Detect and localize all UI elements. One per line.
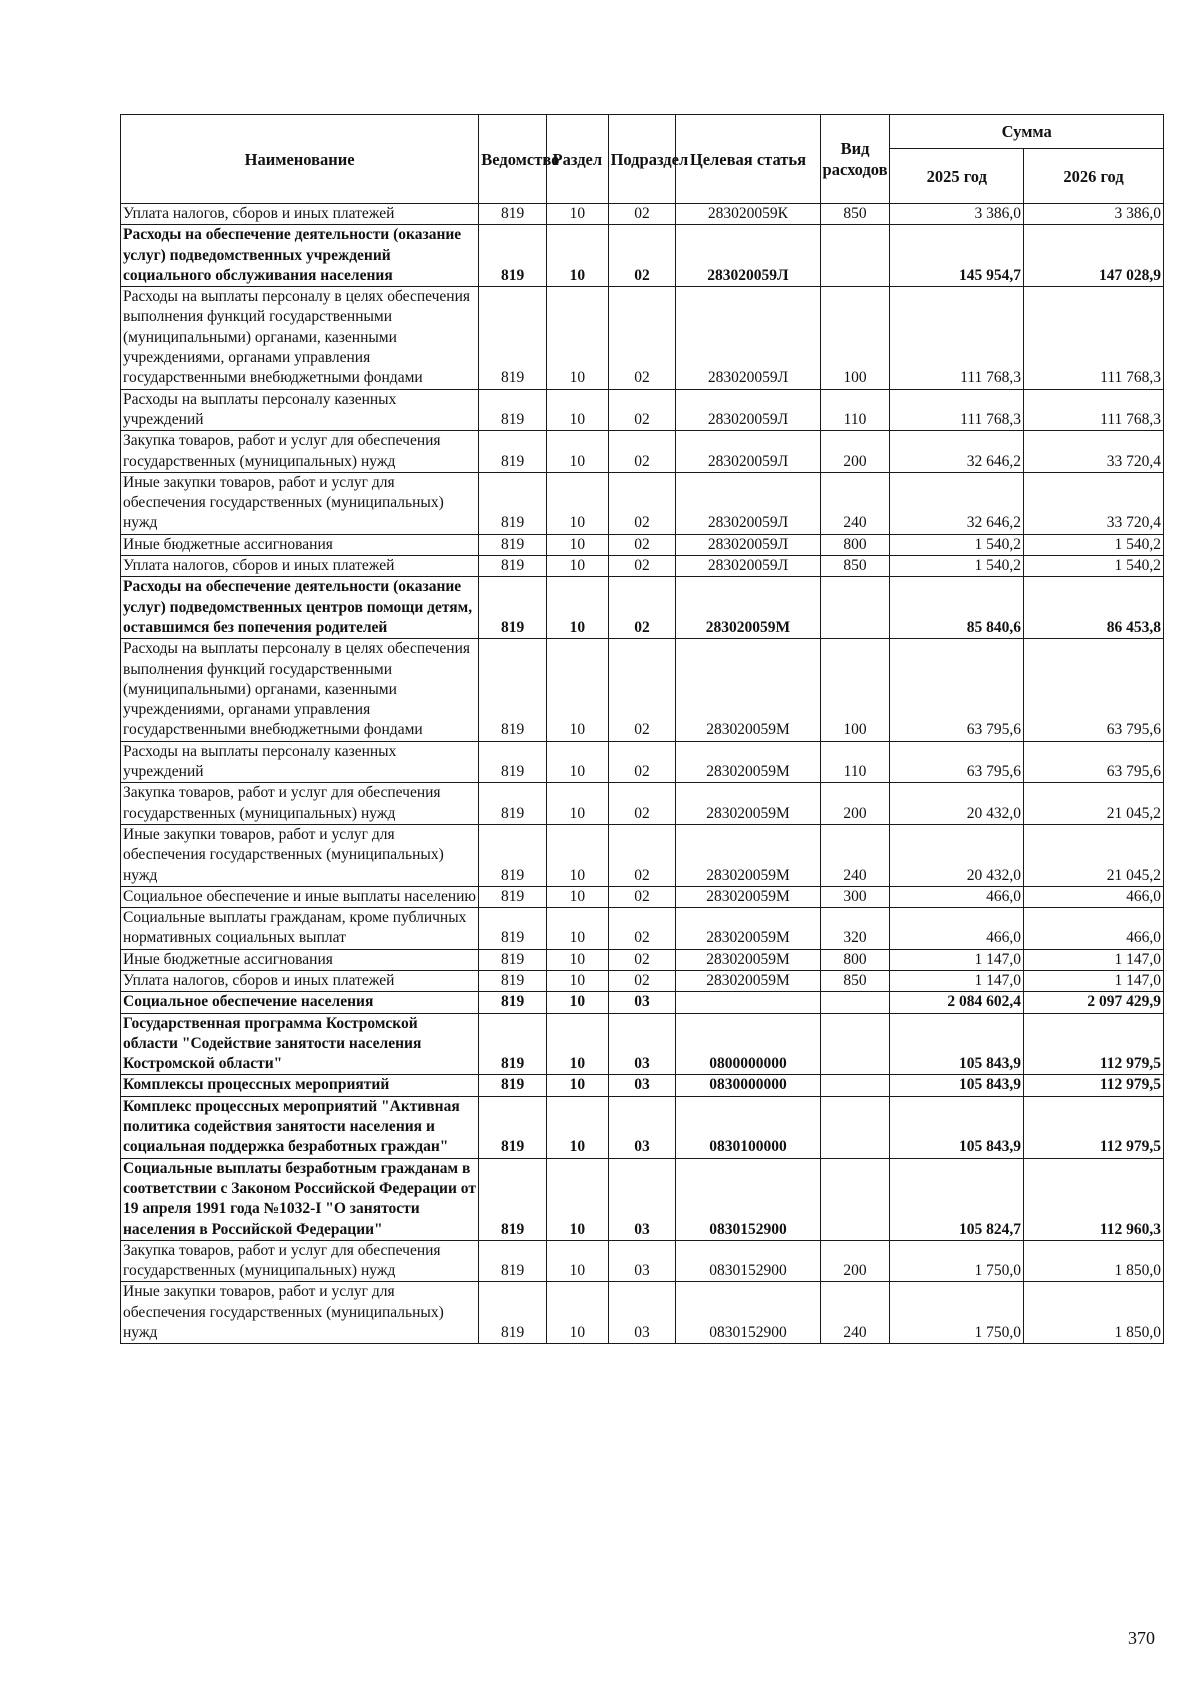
cell-vedomstvo: 819 bbox=[479, 783, 547, 825]
cell-sum-2026: 86 453,8 bbox=[1024, 577, 1164, 639]
cell-tselevaya-statya: 283020059М bbox=[676, 577, 820, 639]
cell-vedomstvo: 819 bbox=[479, 949, 547, 970]
budget-table bbox=[120, 114, 1164, 1344]
cell-vedomstvo: 819 bbox=[479, 1075, 547, 1096]
cell-razdel: 10 bbox=[547, 1158, 608, 1240]
cell-sum-2026: 1 850,0 bbox=[1024, 1240, 1164, 1282]
cell-tselevaya-statya: 283020059М bbox=[676, 783, 820, 825]
cell-sum-2025: 3 386,0 bbox=[890, 204, 1024, 225]
cell-razdel: 10 bbox=[547, 1096, 608, 1158]
cell-sum-2025: 2 084 602,4 bbox=[890, 992, 1024, 1013]
table-row bbox=[121, 639, 1164, 741]
cell-sum-2026: 466,0 bbox=[1024, 908, 1164, 950]
cell-vid-raskhodov: 800 bbox=[820, 949, 890, 970]
cell-podrazdel: 02 bbox=[608, 741, 676, 783]
cell-sum-2026: 111 768,3 bbox=[1024, 389, 1164, 431]
cell-sum-2025: 105 843,9 bbox=[890, 1075, 1024, 1096]
cell-razdel: 10 bbox=[547, 556, 608, 577]
cell-sum-2026: 112 960,3 bbox=[1024, 1158, 1164, 1240]
cell-name: Государственная программа Костромской области "Содействие занятости населения Костромской области" bbox=[121, 1013, 479, 1075]
cell-sum-2026: 33 720,4 bbox=[1024, 472, 1164, 534]
cell-vedomstvo: 819 bbox=[479, 577, 547, 639]
cell-name: Расходы на обеспечение деятельности (оказание услуг) подведомственных учреждений социального обслуживания населения bbox=[121, 225, 479, 287]
cell-tselevaya-statya: 283020059Л bbox=[676, 287, 820, 389]
cell-name: Уплата налогов, сборов и иных платежей bbox=[121, 970, 479, 991]
cell-vedomstvo: 819 bbox=[479, 886, 547, 907]
cell-vedomstvo: 819 bbox=[479, 1240, 547, 1282]
cell-tselevaya-statya: 283020059М bbox=[676, 908, 820, 950]
cell-name: Закупка товаров, работ и услуг для обеспечения государственных (муниципальных) нужд bbox=[121, 431, 479, 473]
cell-name: Расходы на выплаты персоналу в целях обеспечения выполнения функций государственными (муниципальными) органами, казенными учреждениями, органами управления государственными внебюджетными фондами bbox=[121, 639, 479, 741]
cell-podrazdel: 03 bbox=[608, 1096, 676, 1158]
cell-sum-2026: 33 720,4 bbox=[1024, 431, 1164, 473]
cell-sum-2026: 1 147,0 bbox=[1024, 949, 1164, 970]
table-row bbox=[121, 204, 1164, 225]
header-year-2025: 2025 год bbox=[890, 149, 1024, 204]
cell-name: Иные бюджетные ассигнования bbox=[121, 949, 479, 970]
cell-tselevaya-statya: 283020059Л bbox=[676, 431, 820, 473]
cell-tselevaya-statya: 0830000000 bbox=[676, 1075, 820, 1096]
table-row bbox=[121, 287, 1164, 389]
cell-vedomstvo: 819 bbox=[479, 824, 547, 886]
cell-sum-2025: 1 540,2 bbox=[890, 556, 1024, 577]
cell-vid-raskhodov: 240 bbox=[820, 472, 890, 534]
cell-vid-raskhodov: 110 bbox=[820, 741, 890, 783]
cell-name: Социальные выплаты гражданам, кроме публичных нормативных социальных выплат bbox=[121, 908, 479, 950]
cell-podrazdel: 02 bbox=[608, 389, 676, 431]
cell-podrazdel: 03 bbox=[608, 1240, 676, 1282]
cell-name: Иные бюджетные ассигнования bbox=[121, 534, 479, 555]
cell-vid-raskhodov: 300 bbox=[820, 886, 890, 907]
cell-name: Расходы на обеспечение деятельности (оказание услуг) подведомственных центров помощи детям, оставшимся без попечения родителей bbox=[121, 577, 479, 639]
cell-podrazdel: 02 bbox=[608, 970, 676, 991]
cell-vedomstvo: 819 bbox=[479, 908, 547, 950]
cell-vedomstvo: 819 bbox=[479, 225, 547, 287]
cell-sum-2026: 112 979,5 bbox=[1024, 1096, 1164, 1158]
cell-name: Закупка товаров, работ и услуг для обеспечения государственных (муниципальных) нужд bbox=[121, 783, 479, 825]
cell-sum-2026: 63 795,6 bbox=[1024, 741, 1164, 783]
cell-vid-raskhodov: 850 bbox=[820, 970, 890, 991]
cell-vid-raskhodov: 320 bbox=[820, 908, 890, 950]
cell-sum-2026: 112 979,5 bbox=[1024, 1075, 1164, 1096]
cell-sum-2026: 112 979,5 bbox=[1024, 1013, 1164, 1075]
cell-name: Иные закупки товаров, работ и услуг для обеспечения государственных (муниципальных) нужд bbox=[121, 824, 479, 886]
cell-podrazdel: 02 bbox=[608, 824, 676, 886]
cell-sum-2025: 145 954,7 bbox=[890, 225, 1024, 287]
cell-sum-2026: 1 850,0 bbox=[1024, 1282, 1164, 1344]
header-tselevaya-statya: Целевая статья bbox=[676, 115, 820, 204]
cell-tselevaya-statya: 283020059М bbox=[676, 970, 820, 991]
cell-name: Социальное обеспечение и иные выплаты населению bbox=[121, 886, 479, 907]
cell-tselevaya-statya: 283020059М bbox=[676, 949, 820, 970]
cell-sum-2026: 466,0 bbox=[1024, 886, 1164, 907]
table-row bbox=[121, 534, 1164, 555]
table-row bbox=[121, 225, 1164, 287]
cell-vid-raskhodov: 100 bbox=[820, 639, 890, 741]
cell-razdel: 10 bbox=[547, 741, 608, 783]
cell-name: Социальные выплаты безработным гражданам в соответствии с Законом Российской Федерации от 19 апреля 1991 года №1032-I "О занятости населения в Российской Федерации" bbox=[121, 1158, 479, 1240]
cell-sum-2025: 32 646,2 bbox=[890, 472, 1024, 534]
cell-name: Иные закупки товаров, работ и услуг для обеспечения государственных (муниципальных) нужд bbox=[121, 1282, 479, 1344]
cell-podrazdel: 02 bbox=[608, 556, 676, 577]
cell-sum-2025: 20 432,0 bbox=[890, 824, 1024, 886]
cell-sum-2026: 3 386,0 bbox=[1024, 204, 1164, 225]
cell-razdel: 10 bbox=[547, 886, 608, 907]
cell-razdel: 10 bbox=[547, 949, 608, 970]
cell-podrazdel: 02 bbox=[608, 472, 676, 534]
cell-sum-2026: 21 045,2 bbox=[1024, 824, 1164, 886]
cell-vid-raskhodov bbox=[820, 1075, 890, 1096]
cell-vid-raskhodov bbox=[820, 1158, 890, 1240]
cell-vid-raskhodov bbox=[820, 992, 890, 1013]
cell-podrazdel: 02 bbox=[608, 287, 676, 389]
cell-sum-2025: 20 432,0 bbox=[890, 783, 1024, 825]
table-row bbox=[121, 1013, 1164, 1075]
cell-name: Иные закупки товаров, работ и услуг для обеспечения государственных (муниципальных) нужд bbox=[121, 472, 479, 534]
table-row bbox=[121, 389, 1164, 431]
cell-sum-2025: 1 540,2 bbox=[890, 534, 1024, 555]
cell-tselevaya-statya: 283020059Л bbox=[676, 472, 820, 534]
cell-sum-2025: 63 795,6 bbox=[890, 639, 1024, 741]
cell-vid-raskhodov: 200 bbox=[820, 431, 890, 473]
table-row bbox=[121, 1075, 1164, 1096]
cell-razdel: 10 bbox=[547, 472, 608, 534]
table-row bbox=[121, 1096, 1164, 1158]
cell-razdel: 10 bbox=[547, 783, 608, 825]
cell-sum-2025: 111 768,3 bbox=[890, 389, 1024, 431]
cell-tselevaya-statya: 0800000000 bbox=[676, 1013, 820, 1075]
table-row bbox=[121, 824, 1164, 886]
cell-podrazdel: 02 bbox=[608, 534, 676, 555]
table-row bbox=[121, 741, 1164, 783]
cell-name: Уплата налогов, сборов и иных платежей bbox=[121, 556, 479, 577]
cell-tselevaya-statya: 0830152900 bbox=[676, 1158, 820, 1240]
cell-podrazdel: 02 bbox=[608, 908, 676, 950]
cell-vedomstvo: 819 bbox=[479, 639, 547, 741]
cell-vid-raskhodov bbox=[820, 577, 890, 639]
cell-razdel: 10 bbox=[547, 639, 608, 741]
cell-name: Комплекс процессных мероприятий "Активная политика содействия занятости населения и социальная поддержка безработных граждан" bbox=[121, 1096, 479, 1158]
table-body bbox=[121, 204, 1164, 1344]
cell-podrazdel: 02 bbox=[608, 577, 676, 639]
cell-razdel: 10 bbox=[547, 577, 608, 639]
cell-sum-2025: 466,0 bbox=[890, 886, 1024, 907]
table-row bbox=[121, 1282, 1164, 1344]
cell-vedomstvo: 819 bbox=[479, 970, 547, 991]
cell-sum-2025: 63 795,6 bbox=[890, 741, 1024, 783]
cell-razdel: 10 bbox=[547, 389, 608, 431]
cell-vid-raskhodov: 110 bbox=[820, 389, 890, 431]
cell-vedomstvo: 819 bbox=[479, 1282, 547, 1344]
cell-vedomstvo: 819 bbox=[479, 389, 547, 431]
cell-vedomstvo: 819 bbox=[479, 431, 547, 473]
cell-vid-raskhodov: 100 bbox=[820, 287, 890, 389]
cell-sum-2026: 1 147,0 bbox=[1024, 970, 1164, 991]
cell-sum-2025: 1 750,0 bbox=[890, 1282, 1024, 1344]
table-row bbox=[121, 783, 1164, 825]
cell-tselevaya-statya: 283020059М bbox=[676, 741, 820, 783]
cell-podrazdel: 02 bbox=[608, 225, 676, 287]
cell-tselevaya-statya: 283020059М bbox=[676, 886, 820, 907]
cell-razdel: 10 bbox=[547, 1075, 608, 1096]
cell-vedomstvo: 819 bbox=[479, 472, 547, 534]
cell-tselevaya-statya: 283020059Л bbox=[676, 225, 820, 287]
cell-vid-raskhodov: 200 bbox=[820, 1240, 890, 1282]
cell-name: Уплата налогов, сборов и иных платежей bbox=[121, 204, 479, 225]
cell-tselevaya-statya: 283020059Л bbox=[676, 389, 820, 431]
header-vedomstvo: Ведомство bbox=[479, 115, 547, 204]
cell-razdel: 10 bbox=[547, 431, 608, 473]
table-row bbox=[121, 992, 1164, 1013]
table-row bbox=[121, 472, 1164, 534]
cell-sum-2025: 1 147,0 bbox=[890, 970, 1024, 991]
cell-tselevaya-statya: 283020059Л bbox=[676, 556, 820, 577]
cell-vid-raskhodov: 850 bbox=[820, 204, 890, 225]
cell-razdel: 10 bbox=[547, 824, 608, 886]
cell-sum-2026: 1 540,2 bbox=[1024, 556, 1164, 577]
header-summa: Сумма bbox=[890, 115, 1164, 149]
cell-sum-2025: 105 843,9 bbox=[890, 1013, 1024, 1075]
cell-name: Социальное обеспечение населения bbox=[121, 992, 479, 1013]
cell-razdel: 10 bbox=[547, 204, 608, 225]
cell-tselevaya-statya: 0830100000 bbox=[676, 1096, 820, 1158]
cell-razdel: 10 bbox=[547, 908, 608, 950]
cell-razdel: 10 bbox=[547, 287, 608, 389]
cell-sum-2025: 105 824,7 bbox=[890, 1158, 1024, 1240]
cell-podrazdel: 02 bbox=[608, 204, 676, 225]
table-row bbox=[121, 1158, 1164, 1240]
cell-tselevaya-statya: 283020059Л bbox=[676, 534, 820, 555]
cell-vid-raskhodov bbox=[820, 225, 890, 287]
table-header bbox=[121, 115, 1164, 204]
table-row bbox=[121, 886, 1164, 907]
cell-sum-2026: 147 028,9 bbox=[1024, 225, 1164, 287]
cell-vedomstvo: 819 bbox=[479, 1158, 547, 1240]
cell-name: Расходы на выплаты персоналу казенных учреждений bbox=[121, 389, 479, 431]
cell-sum-2026: 111 768,3 bbox=[1024, 287, 1164, 389]
cell-podrazdel: 03 bbox=[608, 1075, 676, 1096]
cell-vid-raskhodov bbox=[820, 1013, 890, 1075]
header-razdel: Раздел bbox=[547, 115, 608, 204]
cell-sum-2025: 105 843,9 bbox=[890, 1096, 1024, 1158]
table-row bbox=[121, 949, 1164, 970]
cell-podrazdel: 03 bbox=[608, 1013, 676, 1075]
table-row bbox=[121, 908, 1164, 950]
cell-sum-2026: 63 795,6 bbox=[1024, 639, 1164, 741]
cell-podrazdel: 03 bbox=[608, 992, 676, 1013]
header-podrazdel: Подраздел bbox=[608, 115, 676, 204]
cell-podrazdel: 02 bbox=[608, 639, 676, 741]
cell-tselevaya-statya: 283020059М bbox=[676, 824, 820, 886]
cell-sum-2026: 2 097 429,9 bbox=[1024, 992, 1164, 1013]
table-row bbox=[121, 431, 1164, 473]
cell-vedomstvo: 819 bbox=[479, 1096, 547, 1158]
cell-vedomstvo: 819 bbox=[479, 1013, 547, 1075]
cell-vedomstvo: 819 bbox=[479, 287, 547, 389]
header-vid-raskhodov: Вид расходов bbox=[820, 115, 890, 204]
cell-name: Расходы на выплаты персоналу казенных учреждений bbox=[121, 741, 479, 783]
cell-name: Комплексы процессных мероприятий bbox=[121, 1075, 479, 1096]
cell-razdel: 10 bbox=[547, 970, 608, 991]
cell-sum-2025: 32 646,2 bbox=[890, 431, 1024, 473]
cell-podrazdel: 02 bbox=[608, 783, 676, 825]
cell-vid-raskhodov: 240 bbox=[820, 824, 890, 886]
cell-podrazdel: 02 bbox=[608, 949, 676, 970]
cell-vid-raskhodov: 240 bbox=[820, 1282, 890, 1344]
cell-sum-2025: 1 147,0 bbox=[890, 949, 1024, 970]
cell-razdel: 10 bbox=[547, 534, 608, 555]
table-row bbox=[121, 577, 1164, 639]
cell-vedomstvo: 819 bbox=[479, 556, 547, 577]
cell-vedomstvo: 819 bbox=[479, 992, 547, 1013]
table-row bbox=[121, 1240, 1164, 1282]
cell-vedomstvo: 819 bbox=[479, 204, 547, 225]
cell-razdel: 10 bbox=[547, 1240, 608, 1282]
cell-razdel: 10 bbox=[547, 992, 608, 1013]
header-name: Наименование bbox=[121, 115, 479, 204]
cell-tselevaya-statya: 0830152900 bbox=[676, 1240, 820, 1282]
cell-razdel: 10 bbox=[547, 225, 608, 287]
cell-sum-2025: 85 840,6 bbox=[890, 577, 1024, 639]
cell-podrazdel: 03 bbox=[608, 1158, 676, 1240]
cell-podrazdel: 02 bbox=[608, 886, 676, 907]
cell-sum-2025: 1 750,0 bbox=[890, 1240, 1024, 1282]
page-number: 370 bbox=[1128, 1628, 1155, 1648]
cell-podrazdel: 02 bbox=[608, 431, 676, 473]
cell-sum-2025: 111 768,3 bbox=[890, 287, 1024, 389]
cell-razdel: 10 bbox=[547, 1013, 608, 1075]
cell-sum-2025: 466,0 bbox=[890, 908, 1024, 950]
cell-tselevaya-statya: 283020059К bbox=[676, 204, 820, 225]
table-row bbox=[121, 556, 1164, 577]
table-row bbox=[121, 970, 1164, 991]
cell-vid-raskhodov: 850 bbox=[820, 556, 890, 577]
cell-tselevaya-statya: 0830152900 bbox=[676, 1282, 820, 1344]
cell-tselevaya-statya bbox=[676, 992, 820, 1013]
cell-vid-raskhodov bbox=[820, 1096, 890, 1158]
cell-podrazdel: 03 bbox=[608, 1282, 676, 1344]
cell-sum-2026: 21 045,2 bbox=[1024, 783, 1164, 825]
cell-razdel: 10 bbox=[547, 1282, 608, 1344]
cell-vid-raskhodov: 200 bbox=[820, 783, 890, 825]
cell-vedomstvo: 819 bbox=[479, 741, 547, 783]
cell-tselevaya-statya: 283020059М bbox=[676, 639, 820, 741]
cell-vedomstvo: 819 bbox=[479, 534, 547, 555]
cell-name: Расходы на выплаты персоналу в целях обеспечения выполнения функций государственными (муниципальными) органами, казенными учреждениями, органами управления государственными внебюджетными фондами bbox=[121, 287, 479, 389]
cell-name: Закупка товаров, работ и услуг для обеспечения государственных (муниципальных) нужд bbox=[121, 1240, 479, 1282]
header-year-2026: 2026 год bbox=[1024, 149, 1164, 204]
cell-sum-2026: 1 540,2 bbox=[1024, 534, 1164, 555]
cell-vid-raskhodov: 800 bbox=[820, 534, 890, 555]
